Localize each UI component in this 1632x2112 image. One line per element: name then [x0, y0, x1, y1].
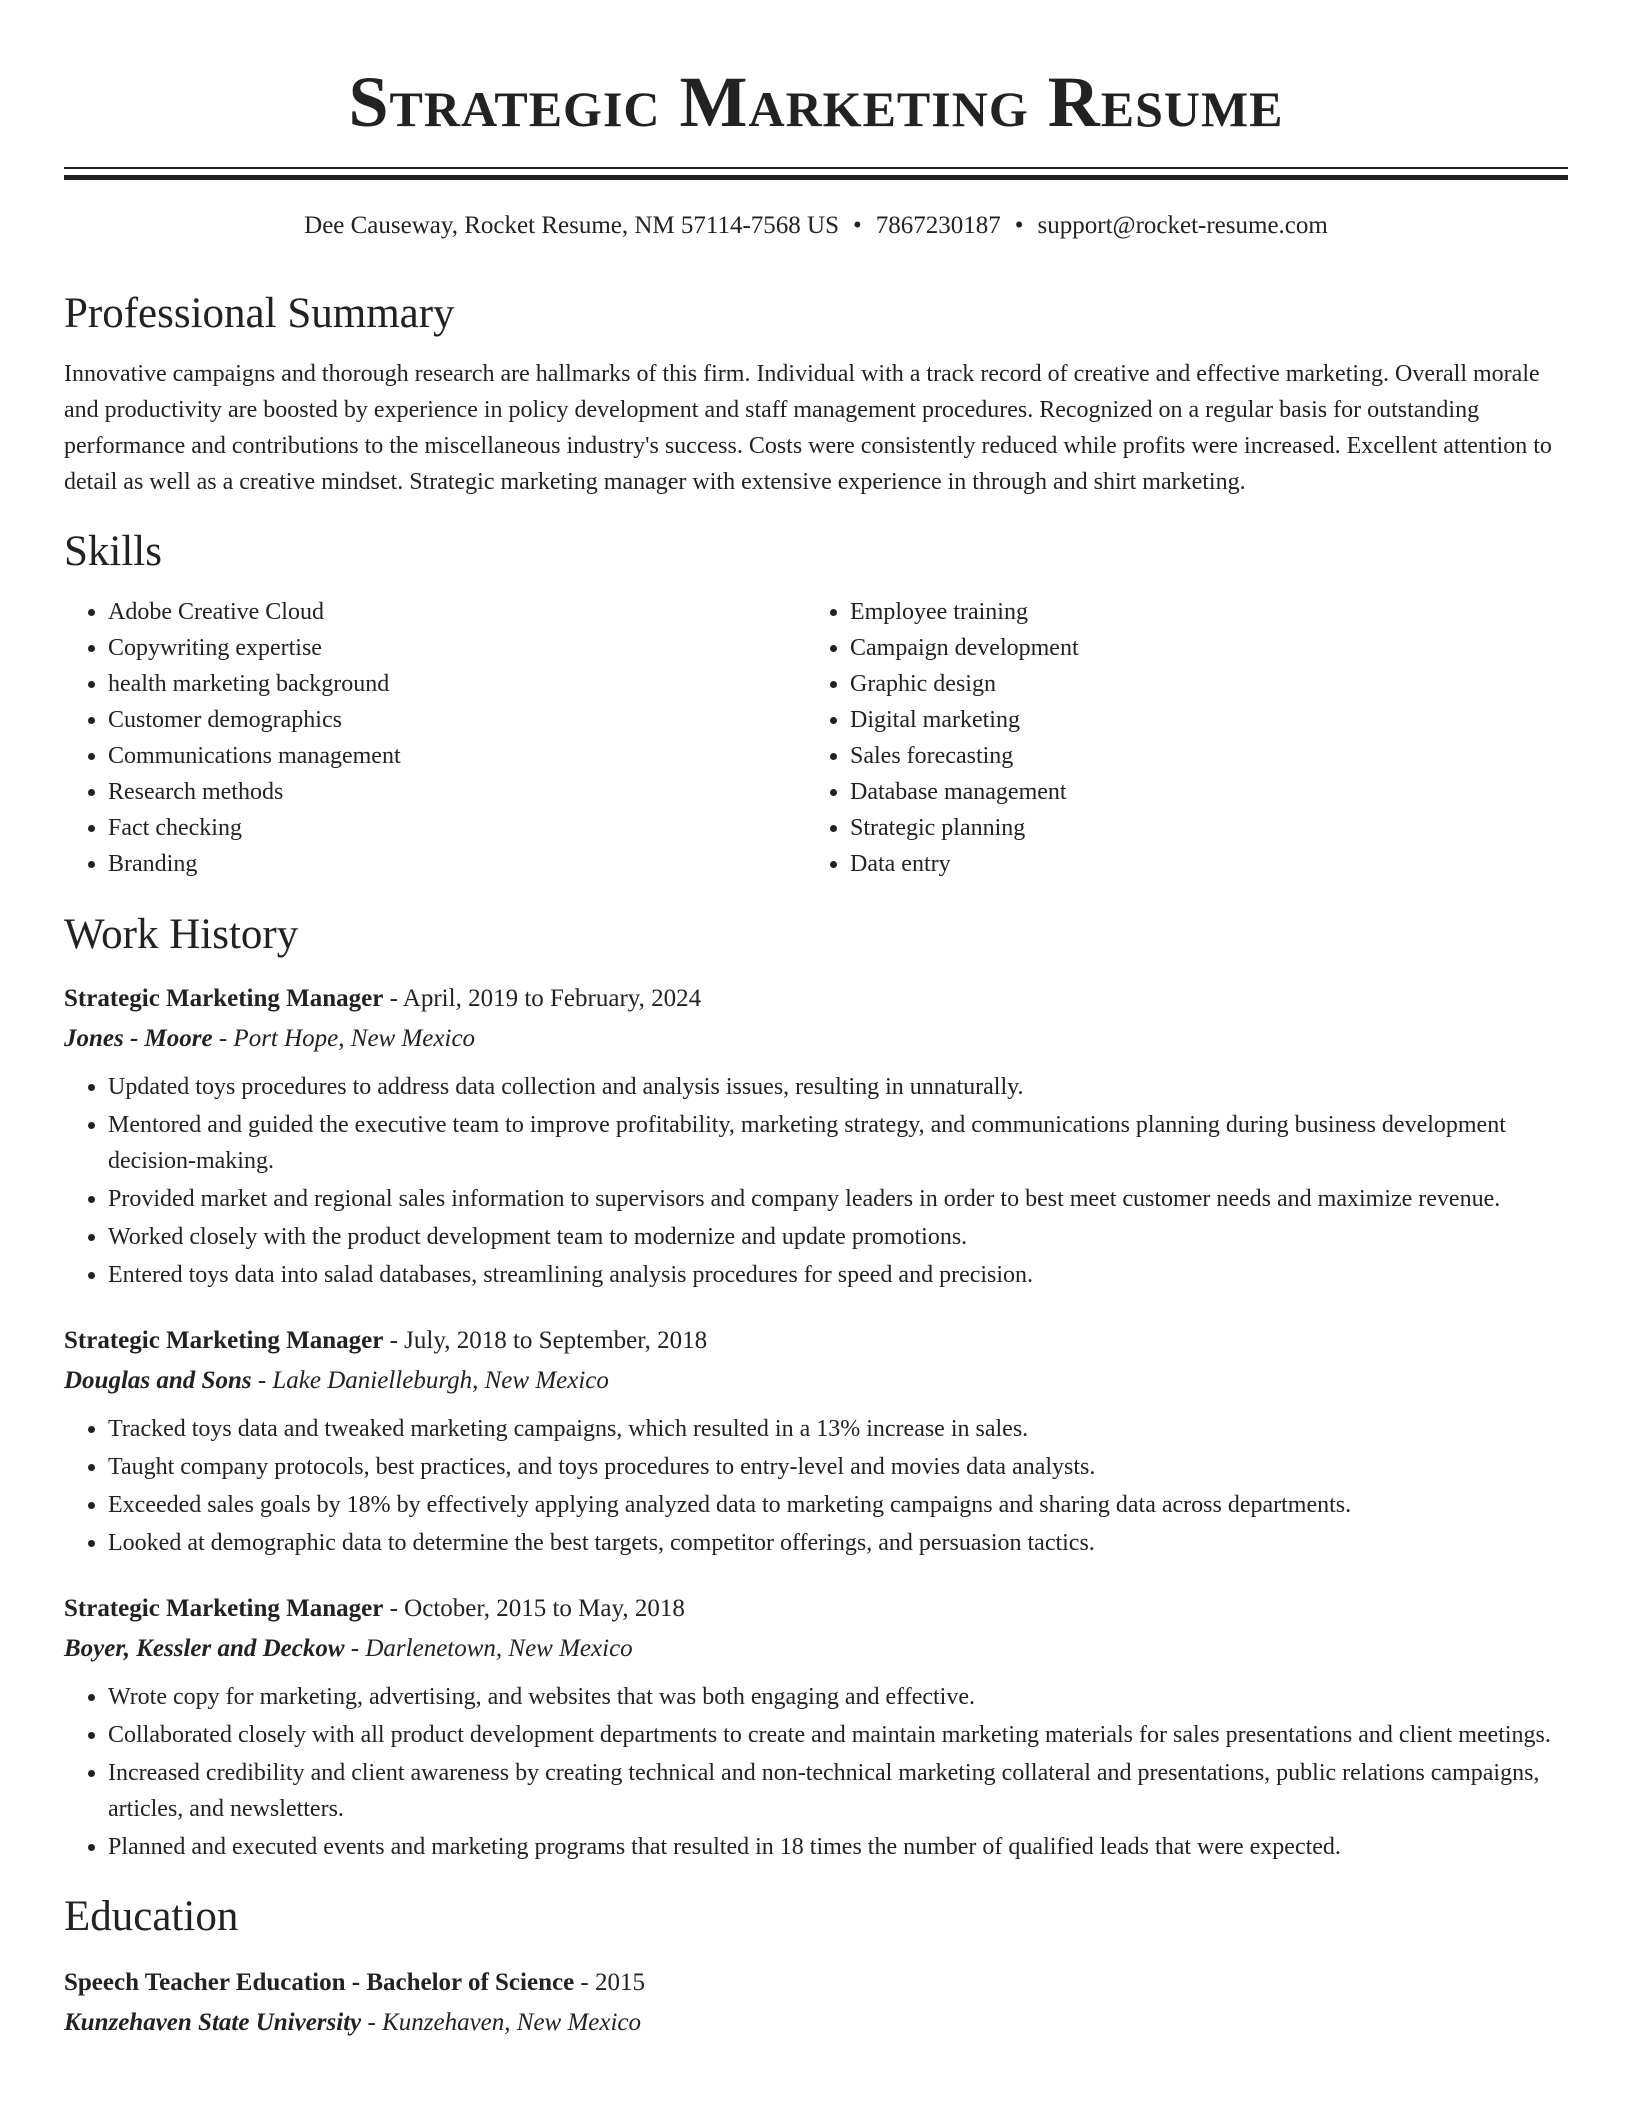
job-entry	[64, 1591, 1568, 1865]
skill-item: • Customer demographics	[108, 702, 806, 738]
job-title-line	[64, 981, 1568, 1017]
job-entry	[64, 981, 1568, 1293]
job-company: Jones - Moore	[64, 1025, 213, 1052]
education-institution-line	[64, 2005, 1568, 2041]
education-institution: Kunzehaven State University	[64, 2009, 362, 2036]
job-company-line	[64, 1631, 1568, 1667]
skill-item: • Branding	[108, 846, 806, 882]
job-bullet: • Worked closely with the product development team to modernize and update promotions.	[108, 1219, 1568, 1255]
work-history-heading: Work History	[64, 911, 299, 958]
skill-item: • Employee training	[850, 594, 1548, 630]
contact-line	[64, 208, 1568, 244]
resume-page	[64, 0, 1568, 2041]
education-entry	[64, 1965, 1568, 2041]
skill-item: • Adobe Creative Cloud	[108, 594, 806, 630]
skills-list	[64, 594, 1568, 882]
skill-item: • Communications management	[108, 738, 806, 774]
job-dates: - April, 2019 to February, 2024	[383, 985, 702, 1012]
education-degree-line	[64, 1965, 1568, 2001]
skill-item: • Strategic planning	[850, 810, 1548, 846]
skill-item: • Database management	[850, 774, 1548, 810]
job-title: Strategic Marketing Manager	[64, 1327, 384, 1354]
job-bullet: • Provided market and regional sales information to supervisors and company leaders in order to best meet customer needs and maximize revenue.	[108, 1181, 1568, 1217]
skill-item: • Digital marketing	[850, 702, 1548, 738]
education-year: - 2015	[574, 1969, 645, 1996]
job-title-line	[64, 1323, 1568, 1359]
contact-separator: •	[1014, 212, 1024, 239]
contact-email[interactable]: support@rocket-resume.com	[1037, 212, 1328, 239]
contact-address: Dee Causeway, Rocket Resume, NM 57114-7568 US	[304, 212, 840, 239]
job-company: Douglas and Sons	[64, 1367, 252, 1394]
education-location: - Kunzehaven, New Mexico	[361, 2009, 642, 2036]
job-title: Strategic Marketing Manager	[64, 985, 384, 1012]
job-bullet: • Tracked toys data and tweaked marketing campaigns, which resulted in a 13% increase in sales.	[108, 1411, 1568, 1447]
skill-item: • Sales forecasting	[850, 738, 1548, 774]
job-title-line	[64, 1591, 1568, 1627]
job-bullet: • Collaborated closely with all product development departments to create and maintain marketing materials for sales presentations and client meetings.	[108, 1717, 1568, 1753]
job-bullet: • Mentored and guided the executive team to improve profitability, marketing strategy, and communications planning during business development decision-making.	[108, 1107, 1568, 1179]
job-entry	[64, 1323, 1568, 1561]
skills-column-right	[806, 594, 1548, 882]
job-dates: - October, 2015 to May, 2018	[383, 1595, 685, 1622]
job-location: - Darlenetown, New Mexico	[344, 1635, 633, 1662]
summary-heading: Professional Summary	[64, 290, 455, 337]
job-dates: - July, 2018 to September, 2018	[383, 1327, 708, 1354]
job-bullet: • Taught company protocols, best practices, and toys procedures to entry-level and movies data analysts.	[108, 1449, 1568, 1485]
job-bullet: • Exceeded sales goals by 18% by effectively applying analyzed data to marketing campaigns and sharing data across departments.	[108, 1487, 1568, 1523]
job-company: Boyer, Kessler and Deckow	[64, 1635, 345, 1662]
contact-separator: •	[853, 212, 862, 239]
skill-item: • Campaign development	[850, 630, 1548, 666]
job-bullets	[64, 1069, 1568, 1293]
title-divider-thin	[64, 167, 1568, 169]
resume-title: Strategic Marketing Resume	[348, 62, 1284, 142]
education-heading: Education	[64, 1893, 239, 1940]
title-divider-thick	[64, 175, 1568, 180]
education-degree: Speech Teacher Education - Bachelor of Science	[64, 1969, 575, 1996]
job-company-line	[64, 1363, 1568, 1399]
job-company-line	[64, 1021, 1568, 1057]
job-title: Strategic Marketing Manager	[64, 1595, 384, 1622]
skills-heading: Skills	[64, 528, 162, 575]
skill-item: • Fact checking	[108, 810, 806, 846]
skill-item: • Graphic design	[850, 666, 1548, 702]
skill-item: • Data entry	[850, 846, 1548, 882]
job-bullets	[64, 1411, 1568, 1561]
job-bullets	[64, 1679, 1568, 1865]
job-location: - Port Hope, New Mexico	[212, 1025, 476, 1052]
job-bullet: • Increased credibility and client awareness by creating technical and non-technical marketing collateral and presentations, public relations campaigns, articles, and newsletters.	[108, 1755, 1568, 1827]
skill-item: • Copywriting expertise	[108, 630, 806, 666]
skills-column-left	[64, 594, 806, 882]
job-bullet: • Entered toys data into salad databases, streamlining analysis procedures for speed and precision.	[108, 1257, 1568, 1293]
skill-item: • Research methods	[108, 774, 806, 810]
job-location: - Lake Danielleburgh, New Mexico	[251, 1367, 609, 1394]
job-bullet: • Wrote copy for marketing, advertising, and websites that was both engaging and effective.	[108, 1679, 1568, 1715]
summary-text: Innovative campaigns and thorough research are hallmarks of this firm. Individual with a track record of creative and effective marketing. Overall morale and productivity are boosted by experience in policy development and staff management procedures. Recognized on a regular basis for outstanding performance and contributions to the miscellaneous industry's success. Costs were consistently reduced while profits were increased. Excellent attention to detail as well as a creative mindset. Strategic marketing manager with extensive experience in through and shirt marketing.	[64, 361, 1552, 495]
skill-item: • health marketing background	[108, 666, 806, 702]
job-bullet: • Updated toys procedures to address data collection and analysis issues, resulting in unnaturally.	[108, 1069, 1568, 1105]
job-bullet: • Looked at demographic data to determine the best targets, competitor offerings, and persuasion tactics.	[108, 1525, 1568, 1561]
job-bullet: • Planned and executed events and marketing programs that resulted in 18 times the number of qualified leads that were expected.	[108, 1829, 1568, 1865]
contact-phone: 7867230187	[875, 212, 1001, 239]
